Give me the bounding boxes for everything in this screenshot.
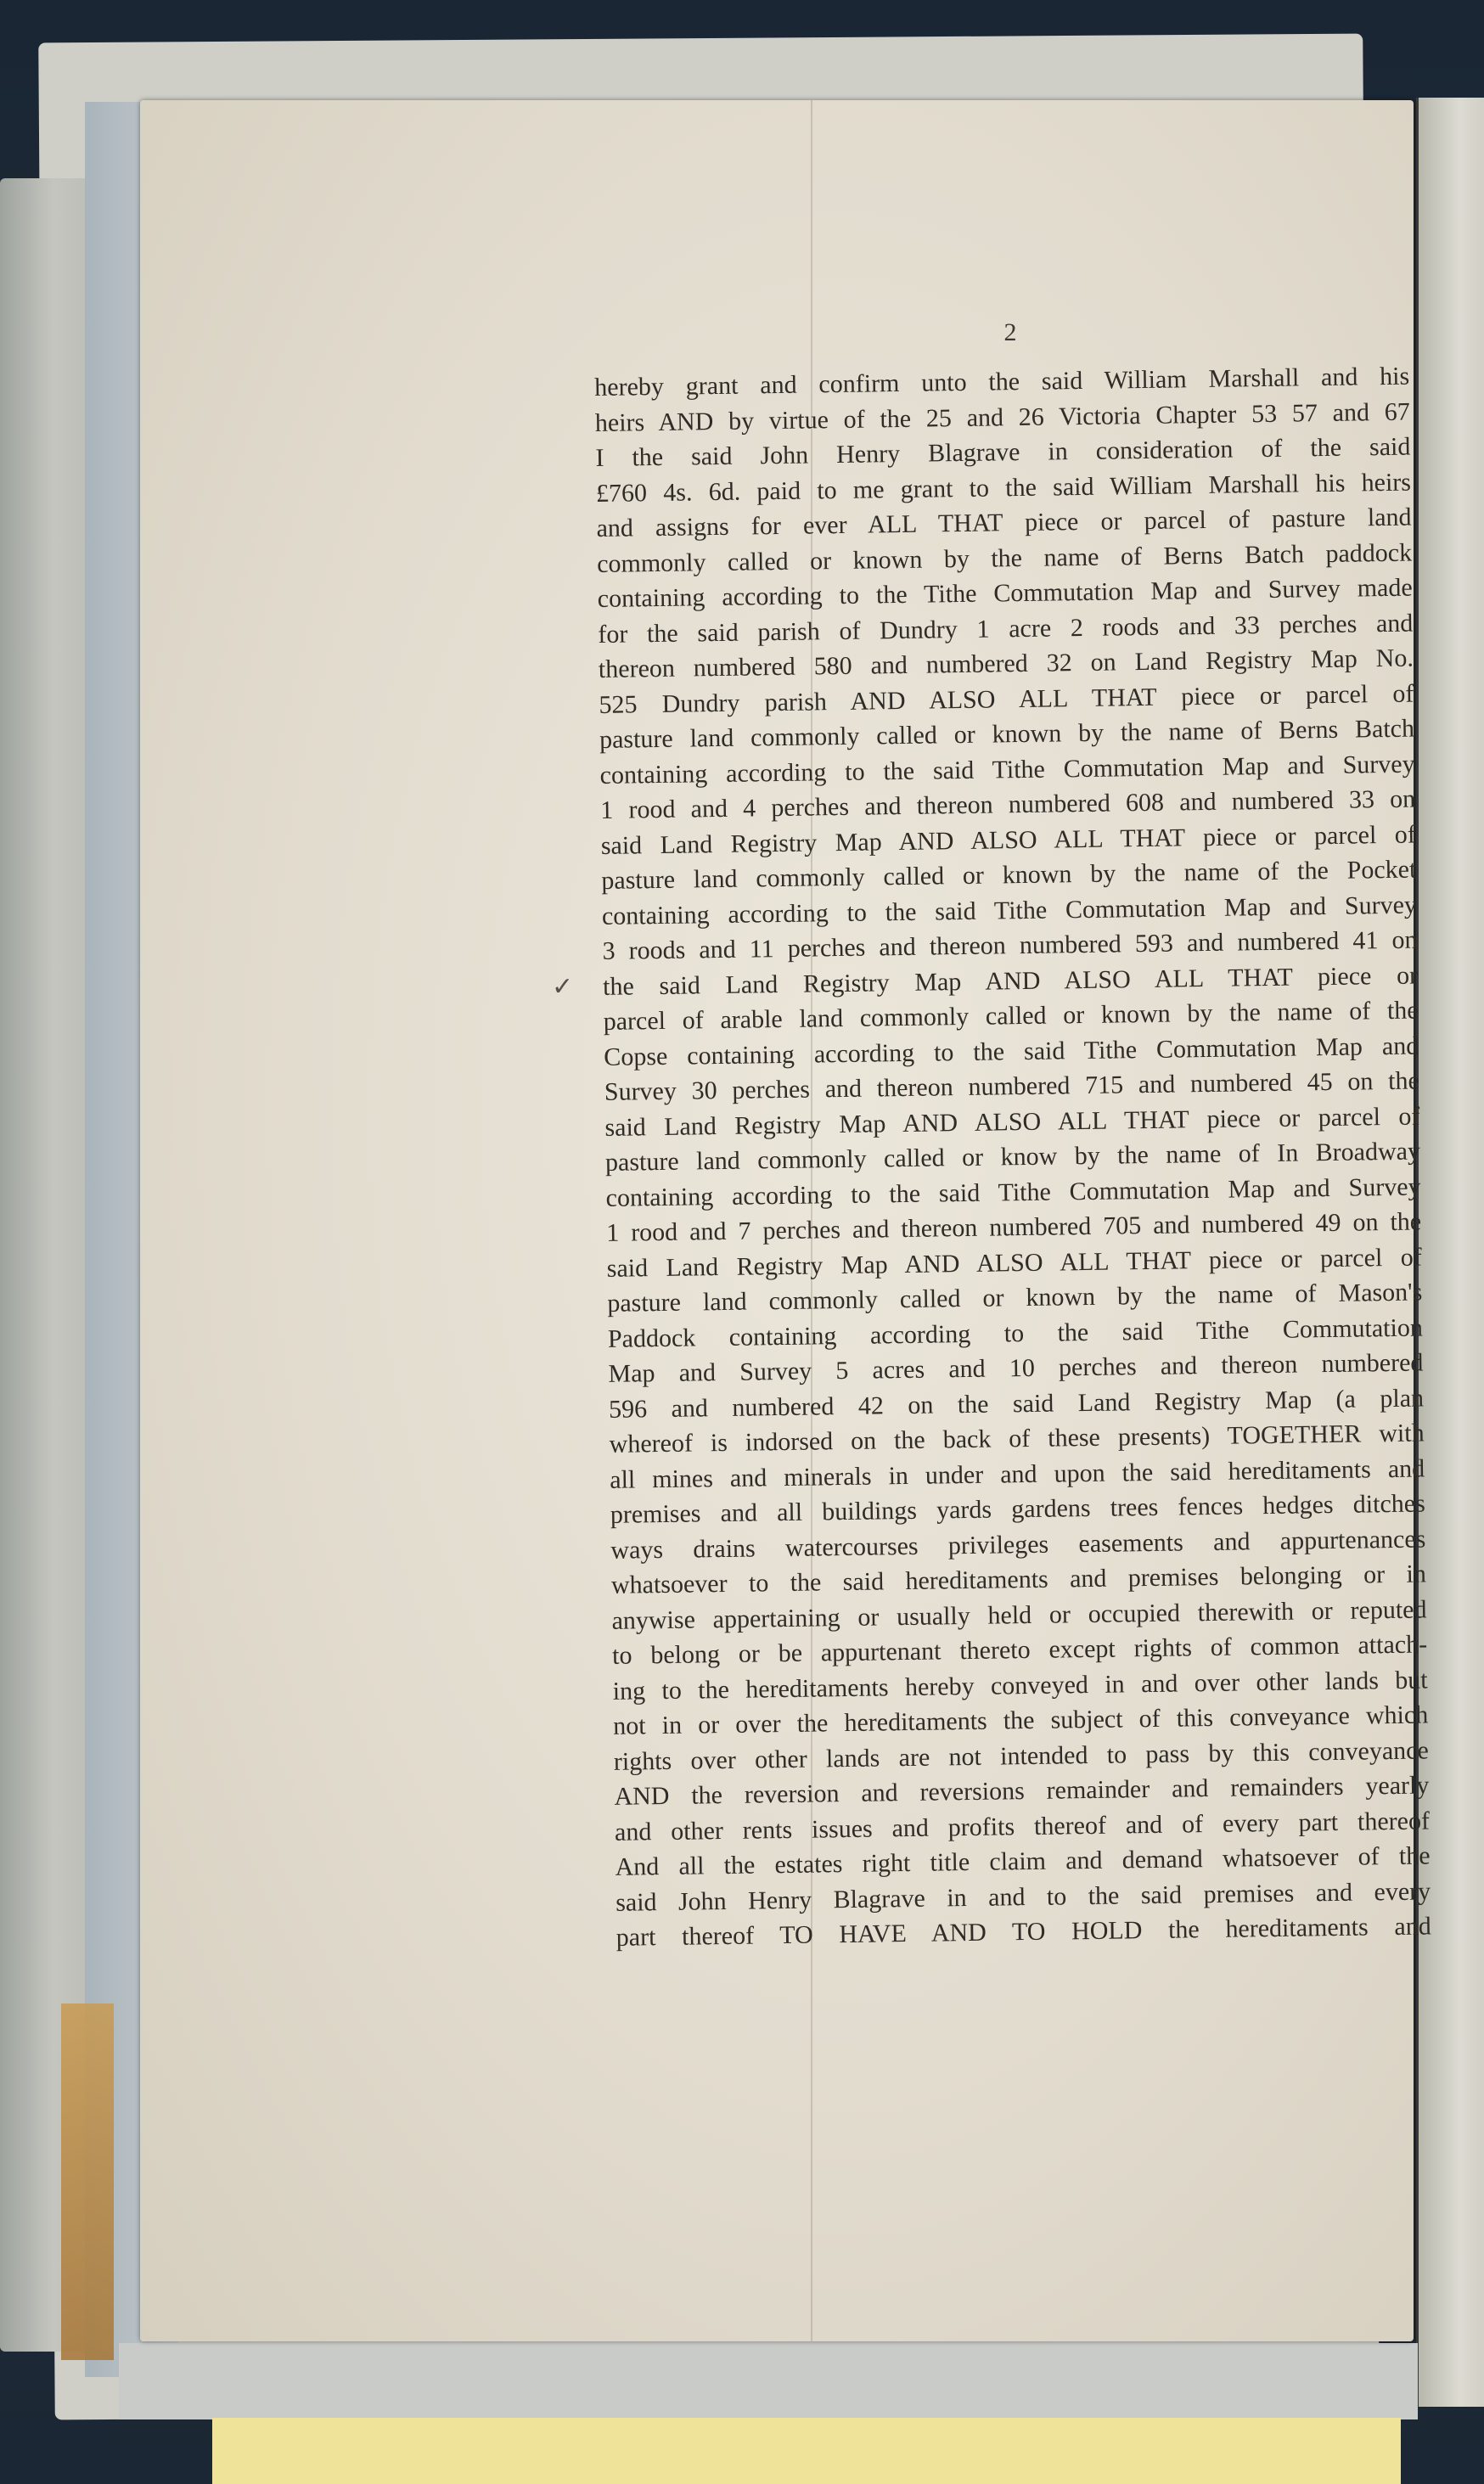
- text-line: 3 roods and 11 perches and thereon numbered 593 and numbered 41 on: [602, 925, 1418, 965]
- text-line: Copse containing according to the said Tithe Commutation Map and: [604, 1031, 1419, 1071]
- deed-text-block: [594, 359, 1431, 1966]
- text-line: pasture land commonly called or known by the name of the Pocket: [601, 855, 1417, 895]
- text-line: to belong or be appurtenant thereto except rights of common attach-: [611, 1630, 1428, 1670]
- text-line: pasture land commonly called or know by the name of In Broadway: [604, 1137, 1421, 1177]
- text-line: said Land Registry Map AND ALSO ALL THAT piece or parcel of: [606, 1242, 1422, 1283]
- text-line: all mines and minerals in under and upon the said hereditaments and: [610, 1453, 1425, 1494]
- margin-tick-mark: ✓: [552, 973, 574, 1001]
- text-line: thereon numbered 580 and numbered 32 on Land Registry Map No.: [598, 643, 1414, 683]
- text-line: rights over other lands are not intended to pass by this conveyance: [613, 1735, 1430, 1776]
- text-line: containing according to the Tithe Commutation Map and Survey made: [597, 573, 1413, 613]
- text-line: containing according to the said Tithe Commutation Map and Survey: [599, 750, 1415, 790]
- text-line: commonly called or known by the name of Berns Batch paddock: [596, 538, 1413, 578]
- text-line: parcel of arable land commonly called or known by the name of the: [603, 996, 1419, 1036]
- page-number: 2: [1003, 318, 1017, 346]
- text-line: ing to the hereditaments hereby conveyed in and over other lands but: [612, 1665, 1428, 1706]
- text-line: part thereof TO HAVE AND TO HOLD the hereditaments and: [616, 1912, 1431, 1952]
- text-line: pasture land commonly called or known by the name of Mason's: [607, 1278, 1423, 1318]
- text-line: heirs AND by virtue of the 25 and 26 Victoria Chapter 53 57 and 67: [594, 397, 1411, 437]
- text-line: Paddock containing according to the said Tithe Commutation: [607, 1312, 1424, 1353]
- text-line: I the said John Henry Blagrave in consideration of the said: [595, 432, 1411, 472]
- text-line: for the said parish of Dundry 1 acre 2 roods and 33 perches and: [598, 609, 1414, 649]
- text-line: whatsoever to the said hereditaments and premises belonging or in: [610, 1560, 1427, 1599]
- yellow-note-edge: [212, 2418, 1401, 2484]
- text-line: ways drains watercourses privileges easements and appurtenances: [610, 1524, 1426, 1565]
- text-line: and assigns for ever ALL THAT piece or parcel of pasture land: [596, 503, 1412, 542]
- text-line: 1 rood and 7 perches and thereon numbered 705 and numbered 49 on the: [605, 1207, 1422, 1247]
- text-line: hereby grant and confirm unto the said William Marshall and his: [594, 362, 1410, 402]
- text-line: premises and all buildings yards gardens trees fences hedges ditches: [610, 1489, 1425, 1529]
- text-line: the said Land Registry Map AND ALSO ALL THAT piece or: [602, 961, 1419, 1001]
- binding-tape: [61, 2003, 114, 2360]
- text-line: 596 and numbered 42 on the said Land Registry Map (a plan: [608, 1383, 1425, 1424]
- text-line: 1 rood and 4 perches and thereon numbered 608 and numbered 33 on: [600, 784, 1416, 824]
- text-line: Survey 30 perches and thereon numbered 715 and numbered 45 on the: [604, 1066, 1420, 1106]
- text-line: £760 4s. 6d. paid to me grant to the said William Marshall his heirs: [595, 468, 1412, 508]
- text-line: whereof is indorsed on the back of these presents) TOGETHER with: [609, 1419, 1425, 1458]
- text-line: and other rents issues and profits thereof and of every part thereof: [614, 1806, 1431, 1846]
- text-line: not in or over the hereditaments the subject of this conveyance which: [613, 1700, 1429, 1740]
- underlying-sheet-bottom: [119, 2343, 1418, 2419]
- text-line: said John Henry Blagrave in and to the said premises and every: [615, 1876, 1431, 1917]
- text-line: containing according to the said Tithe Commutation Map and Survey: [605, 1172, 1421, 1212]
- text-line: containing according to the said Tithe Commutation Map and Survey: [601, 891, 1418, 930]
- text-line: And all the estates right title claim and demand whatsoever of the: [615, 1841, 1431, 1881]
- adjacent-page-edge: [1416, 98, 1484, 2407]
- text-line: said Land Registry Map AND ALSO ALL THAT piece or parcel of: [604, 1102, 1420, 1142]
- text-line: Map and Survey 5 acres and 10 perches and thereon numbered: [608, 1348, 1424, 1388]
- text-line: 525 Dundry parish AND ALSO ALL THAT piece or parcel of: [599, 679, 1414, 719]
- text-line: pasture land commonly called or known by the name of Berns Batch: [599, 714, 1415, 754]
- text-line: AND the reversion and reversions remainder and remainders yearly: [614, 1771, 1430, 1811]
- text-line: said Land Registry Map AND ALSO ALL THAT piece or parcel of: [600, 820, 1416, 860]
- text-line: anywise appertaining or usually held or occupied therewith or reputed: [611, 1594, 1427, 1635]
